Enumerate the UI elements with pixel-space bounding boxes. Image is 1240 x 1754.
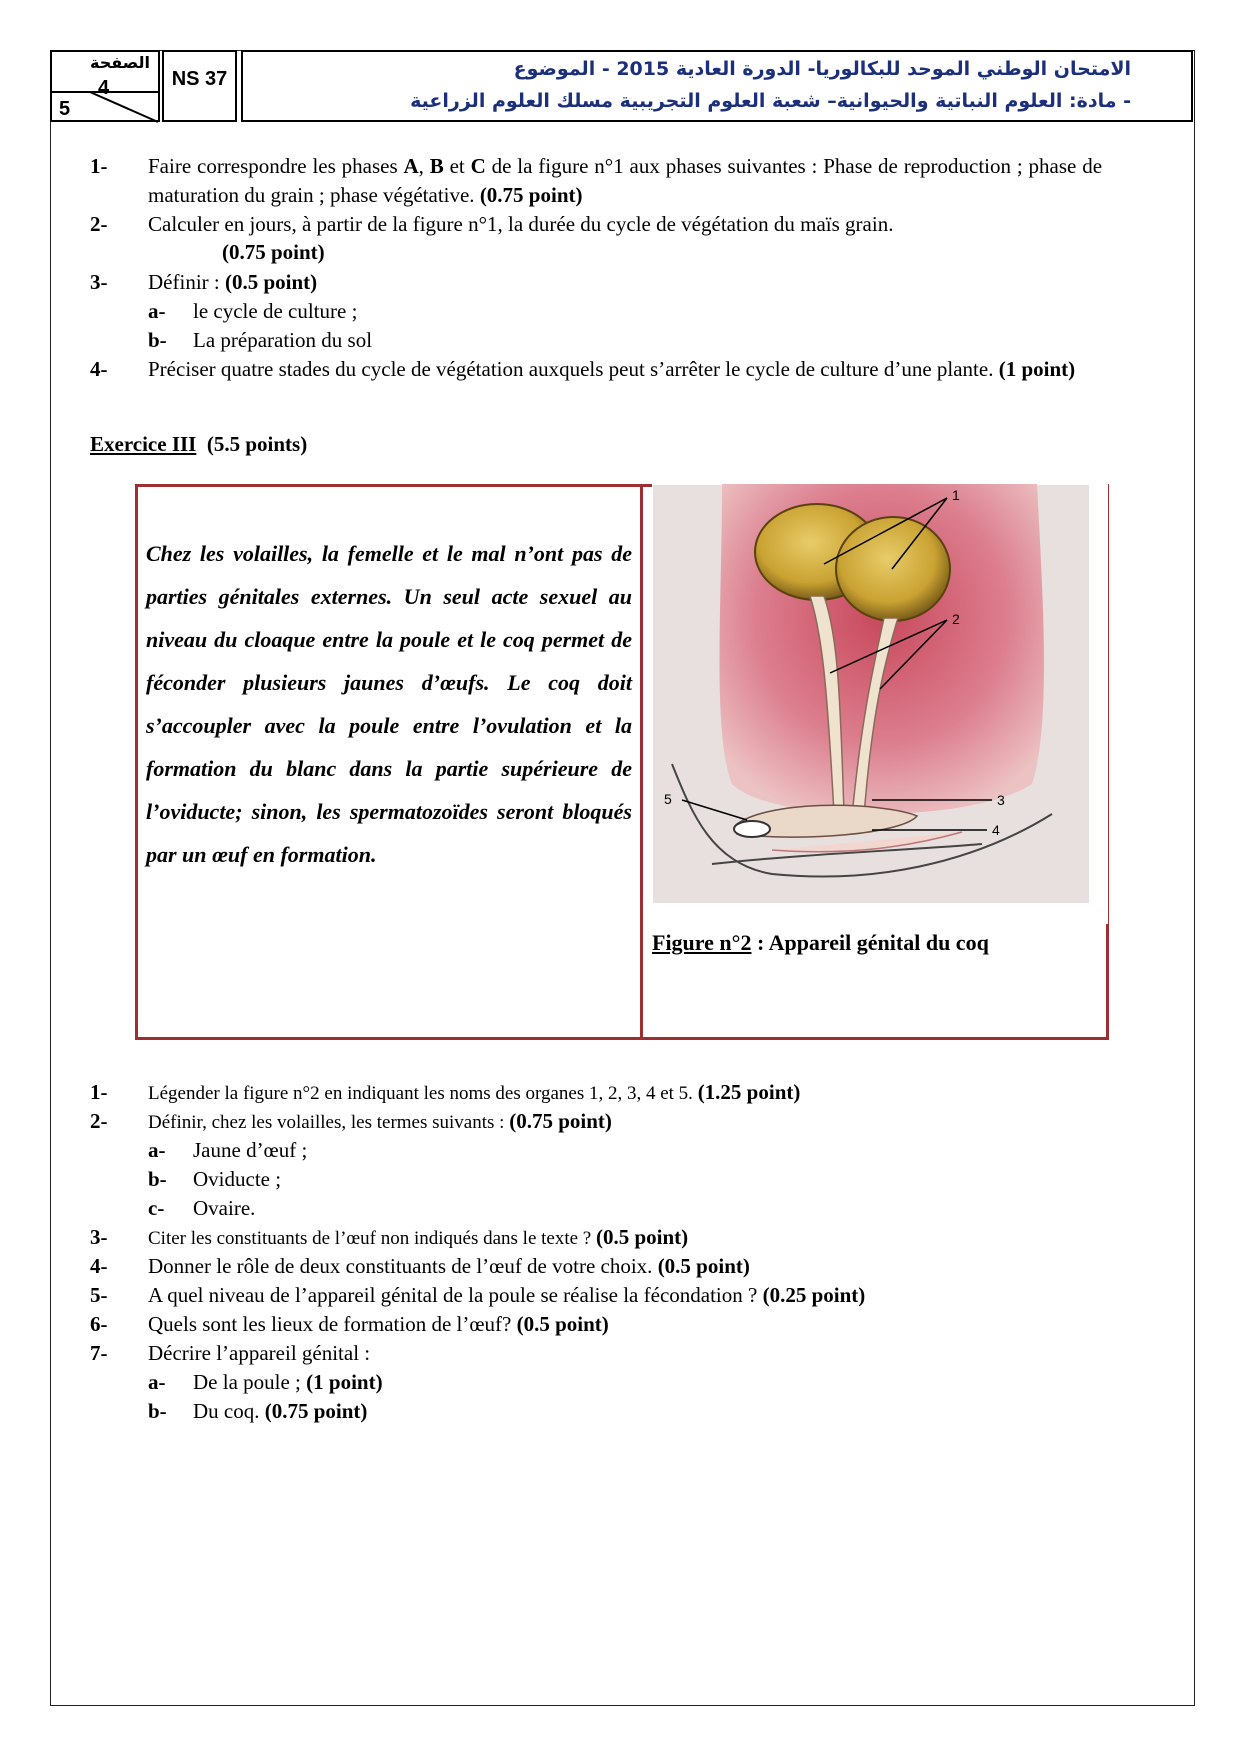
sub-item: a- le cycle de culture ; xyxy=(148,299,358,323)
sub-item: a- De la poule ; (1 point) xyxy=(148,1370,383,1394)
page-label: الصفحة xyxy=(89,53,150,72)
exam-code: NS 37 xyxy=(162,50,237,122)
sub-item: c- Ovaire. xyxy=(148,1196,256,1220)
question-text: Calculer en jours, à partir de la figure n°1, la durée du cycle de végétation du maïs grain. xyxy=(148,212,894,236)
figure-label-4: 4 xyxy=(992,822,1000,838)
passage-text: Chez les volailles, la femelle et le mal n’ont pas de parties génitales externes. Un seul acte sexuel au niveau du cloaque entre la poule et le coq permet de féconder plusieurs jaunes d’œufs. Le coq doit s’accoupler avec la poule entre l’ovulation et la formation du blanc dans la partie supérieure de l’oviducte; sinon, les spermatozoïdes seront bloqués par un œuf en formation. xyxy=(146,541,632,867)
cloaca-opening xyxy=(734,821,770,837)
question-number: 1- xyxy=(90,154,108,178)
ex3-question-4: 4- Donner le rôle de deux constituants de l’œuf de votre choix. (0.5 point) xyxy=(90,1254,750,1278)
question-number: 3- xyxy=(90,270,108,294)
question-points: (0.75 point) xyxy=(222,240,325,264)
figure-label-2: 2 xyxy=(952,611,960,627)
exam-title-box xyxy=(241,50,1193,122)
testis-right xyxy=(836,517,950,621)
exam-title-line2: - مادة: العلوم النباتية والحيوانية– شعبة العلوم التجريبية مسلك العلوم الزراعية xyxy=(410,90,1131,112)
question-2 xyxy=(90,210,1102,239)
ex3-question-3: 3- Citer les constituants de l’œuf non indiqués dans le texte ? (0.5 point) xyxy=(90,1225,689,1249)
ex3-question-2: 2- Définir, chez les volailles, les termes suivants : (0.75 point) xyxy=(90,1109,612,1133)
question-points: (0.75 point) xyxy=(479,183,583,207)
ex3-question-7: 7- Décrire l’appareil génital : xyxy=(90,1341,371,1365)
exam-title-line1: الامتحان الوطني الموحد للبكالوريا- الدورة العادية 2015 - الموضوع xyxy=(513,58,1131,80)
exercise-title: Exercice III (5.5 points) xyxy=(90,432,308,456)
question-1: 1- Faire correspondre les phases A, B et C de la figure n°1 aux phases suivantes : Phase de reproduction ; phase de maturation du grain ; phase végétative. (0.75 point) xyxy=(90,154,1103,207)
figure-rooster-genital-tract xyxy=(652,484,1108,924)
sub-item: a- Jaune d’œuf ; xyxy=(148,1138,308,1162)
question-points: (0.5 point) xyxy=(224,270,318,294)
sub-item: b- La préparation du sol xyxy=(148,328,373,352)
figure-label-3: 3 xyxy=(997,792,1005,808)
ex3-question-6: 6- Quels sont les lieux de formation de l’œuf? (0.5 point) xyxy=(90,1312,609,1336)
sub-item: b- Oviducte ; xyxy=(148,1167,282,1191)
ex3-question-5: 5- A quel niveau de l’appareil génital de la poule se réalise la fécondation ? (0.25 point) xyxy=(90,1283,866,1307)
question-3: 3- Définir : (0.5 point) xyxy=(90,268,1102,297)
ex3-question-1: 1- Légender la figure n°2 en indiquant les noms des organes 1, 2, 3, 4 et 5. (1.25 point) xyxy=(90,1080,801,1104)
page-current: 4 xyxy=(98,77,110,99)
page-total: 5 xyxy=(59,98,71,120)
figure-label-5: 5 xyxy=(664,791,672,807)
question-4: 4- Préciser quatre stades du cycle de végétation auxquels peut s’arrêter le cycle de culture d’une plante. (1 point) xyxy=(90,355,1102,384)
figure-caption: Figure n°2 : Appareil génital du coq xyxy=(652,930,989,955)
sub-item: b- Du coq. (0.75 point) xyxy=(148,1399,368,1423)
question-points: (1 point) xyxy=(998,357,1076,381)
page-number-box xyxy=(50,50,160,122)
figure-label-1: 1 xyxy=(952,487,960,503)
question-number: 2- xyxy=(90,212,108,236)
question-number: 4- xyxy=(90,357,108,381)
